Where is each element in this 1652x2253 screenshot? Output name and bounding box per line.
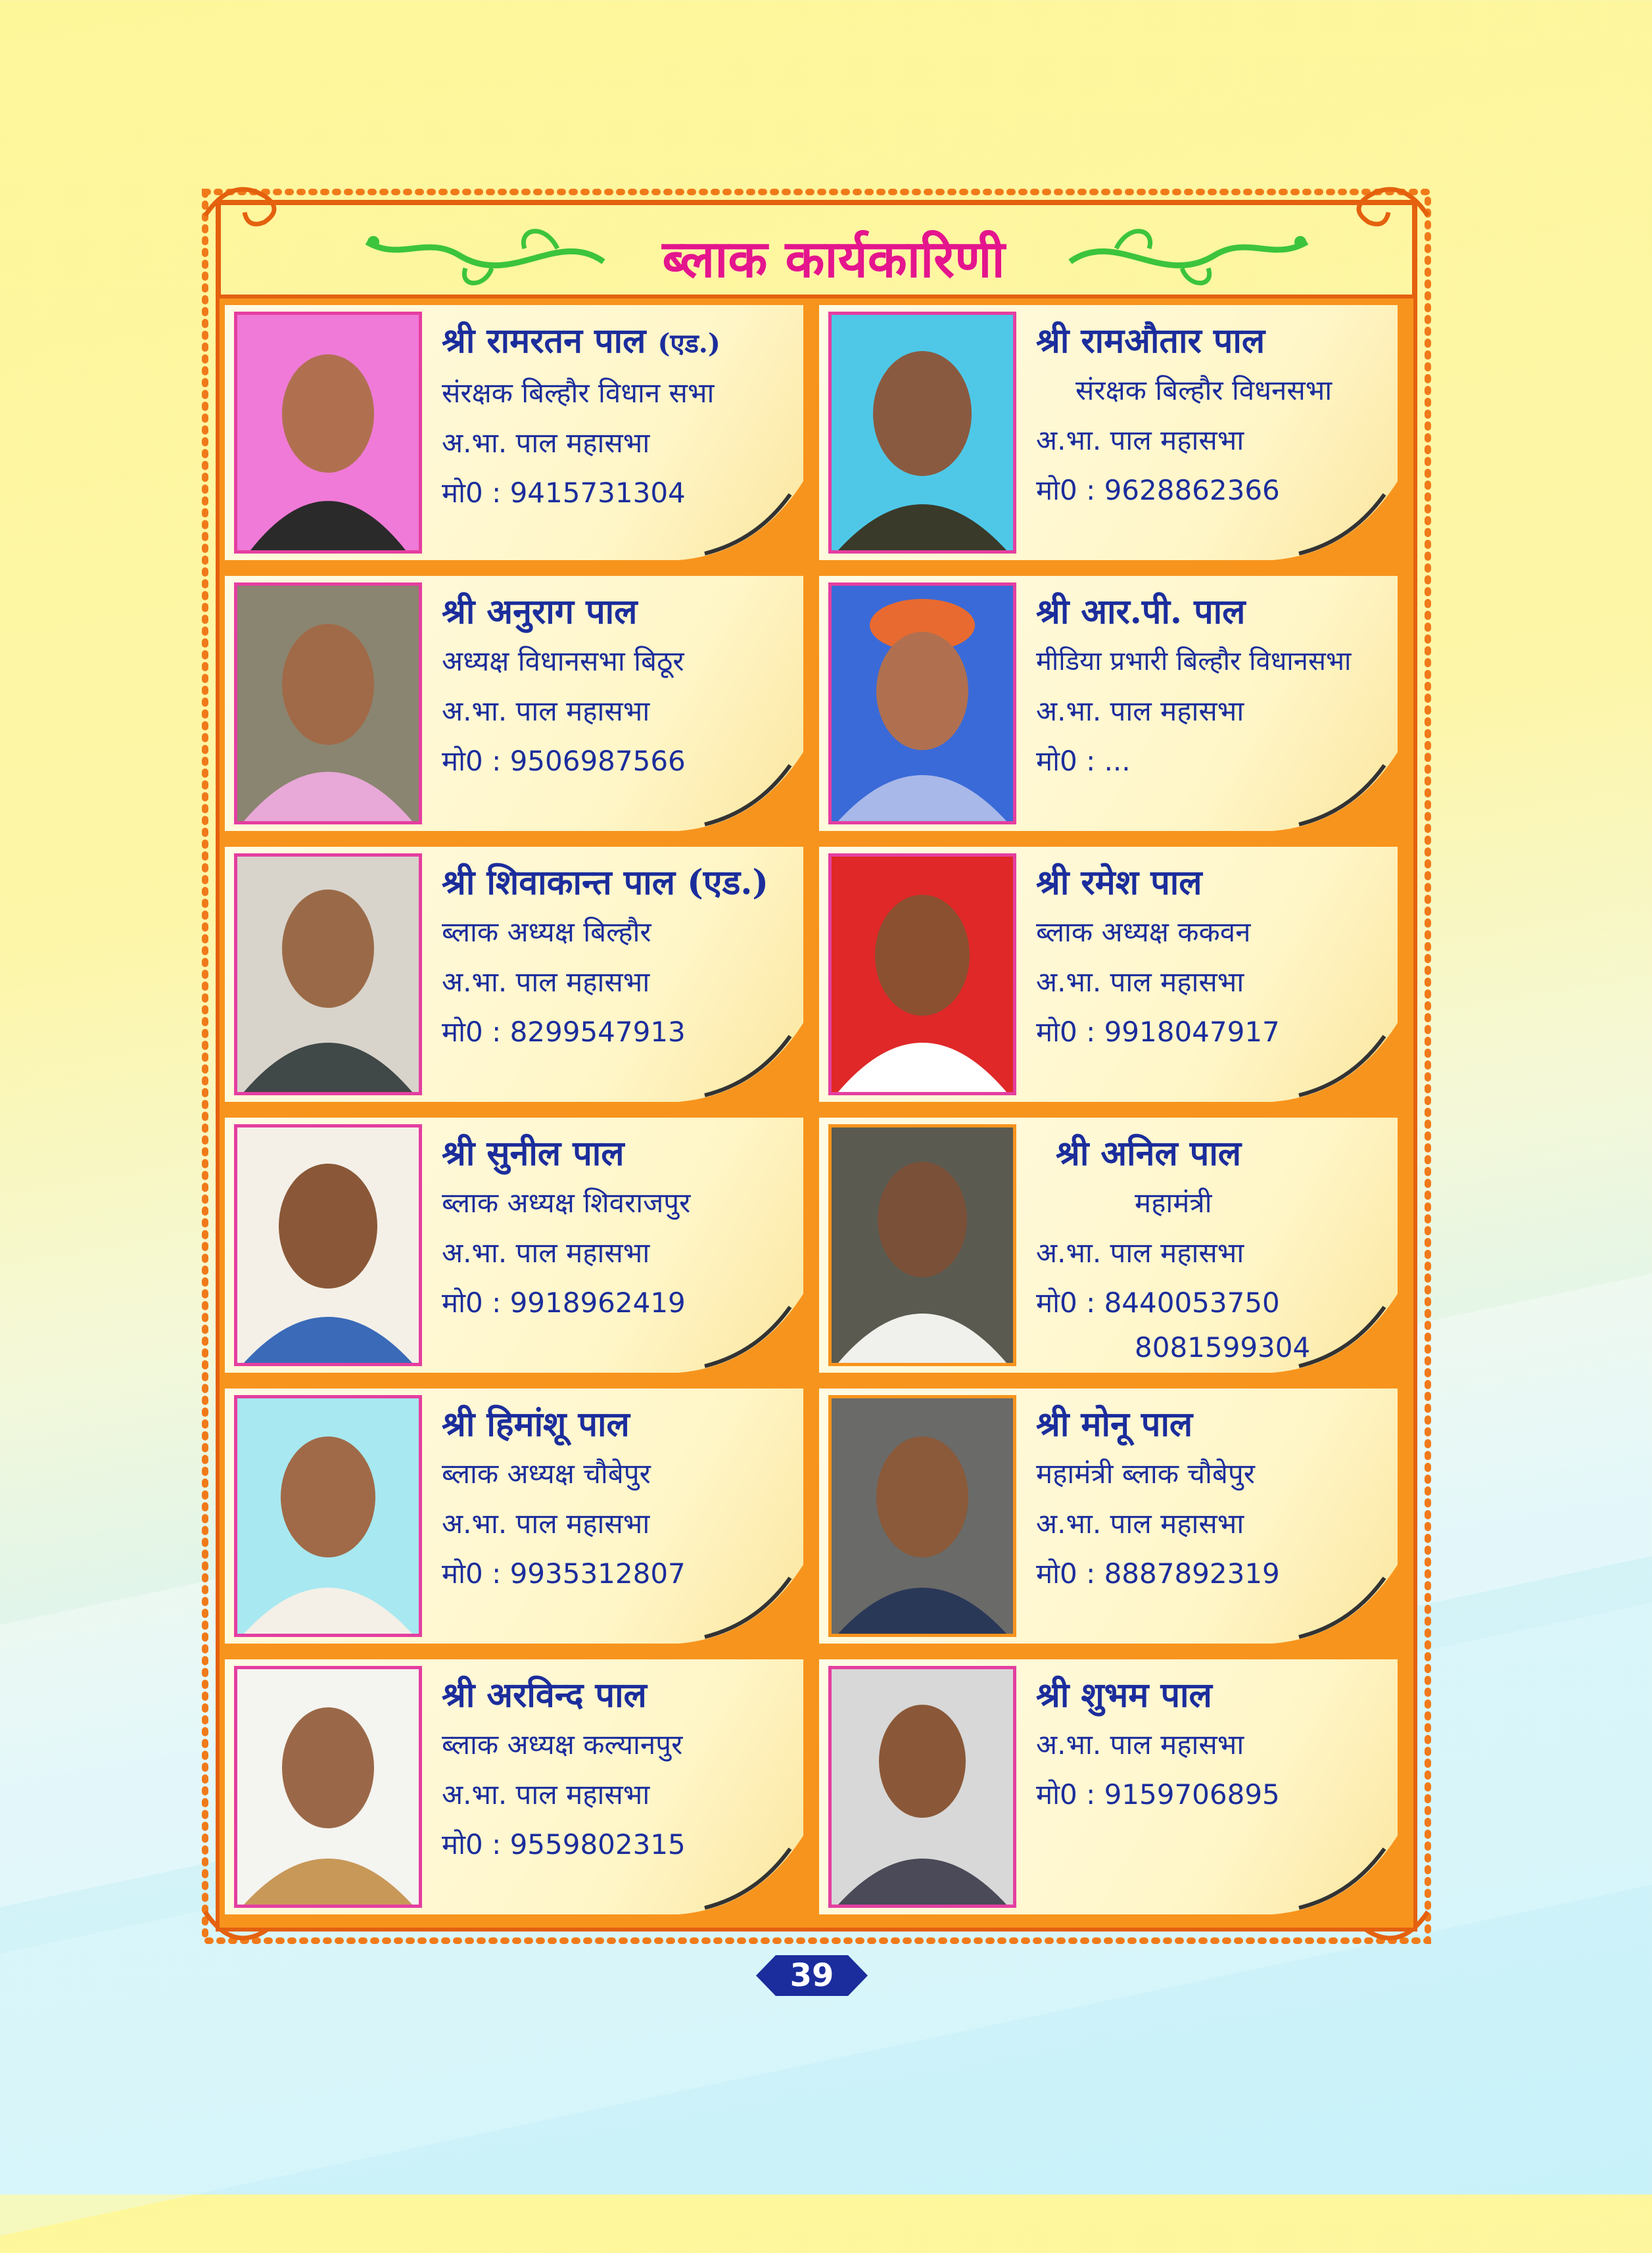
member-role: संरक्षक बिल्हौर विधान सभा (442, 377, 715, 409)
page-curl (678, 1565, 803, 1644)
page-curl (678, 1294, 803, 1373)
page-curl (1273, 1023, 1398, 1102)
page-curl (1273, 1294, 1398, 1373)
member-photo (828, 1666, 1016, 1908)
member-name: श्री आर.पी. पाल (1036, 592, 1246, 632)
member-photo (234, 312, 422, 554)
member-name: श्री सुनील पाल (442, 1133, 625, 1174)
member-role: ब्लाक अध्यक्ष चौबेपुर (442, 1458, 651, 1490)
page-curl (1273, 1565, 1398, 1644)
member-name: श्री रामऔतार पाल (1036, 321, 1265, 361)
member-org: अ.भा. पाल महासभा (1036, 1507, 1244, 1540)
member-mobile: मो0 : 9918047917 (1036, 1016, 1280, 1048)
member-name: श्री मोनू पाल (1036, 1404, 1193, 1444)
member-photo (828, 853, 1016, 1095)
member-photo (234, 1395, 422, 1637)
member-role: ब्लाक अध्यक्ष ककवन (1036, 916, 1251, 948)
page-curl (1273, 481, 1398, 560)
member-card (819, 847, 1398, 1102)
left-vine-ornament (360, 216, 610, 288)
page-curl (1273, 752, 1398, 831)
member-org: अ.भा. पाल महासभा (1036, 1728, 1244, 1761)
member-org: अ.भा. पाल महासभा (442, 966, 650, 998)
member-photo (828, 312, 1016, 554)
member-mobile-2: 8081599304 (1135, 1331, 1311, 1364)
member-role: महामंत्री (1135, 1187, 1212, 1219)
member-name: श्री शुभम पाल (1036, 1675, 1212, 1715)
member-mobile: मो0 : 8887892319 (1036, 1557, 1280, 1590)
member-role: ब्लाक अध्यक्ष शिवराजपुर (442, 1187, 691, 1219)
member-role: ब्लाक अध्यक्ष कल्यानपुर (442, 1728, 683, 1761)
member-role: महामंत्री ब्लाक चौबेपुर (1036, 1458, 1255, 1490)
member-card (819, 1659, 1398, 1914)
page-curl (1273, 1836, 1398, 1914)
member-card (225, 305, 803, 560)
member-name: श्री रमेश पाल (1036, 863, 1202, 903)
member-card (819, 1388, 1398, 1644)
member-org: अ.भा. पाल महासभा (1036, 1237, 1244, 1269)
member-card (225, 1388, 803, 1644)
member-name: श्री रामरतन पाल (एड.) (442, 321, 720, 361)
member-mobile: मो0 : 9628862366 (1036, 474, 1280, 506)
member-photo (828, 582, 1016, 824)
member-mobile: मो0 : 8299547913 (442, 1016, 686, 1048)
page-curl (678, 752, 803, 831)
member-role: मीडिया प्रभारी बिल्हौर विधानसभा (1036, 646, 1352, 676)
member-photo (828, 1395, 1016, 1637)
member-name: श्री शिवाकान्त पाल (एड.) (442, 863, 769, 903)
header-band (216, 196, 1417, 308)
member-role: अध्यक्ष विधानसभा बिठूर (442, 645, 684, 677)
member-photo (234, 1666, 422, 1908)
member-card (225, 1659, 803, 1914)
page-number: 39 (790, 1957, 834, 1994)
member-card (819, 1118, 1398, 1373)
page-curl (678, 481, 803, 560)
page-curl (678, 1836, 803, 1914)
member-org: अ.भा. पाल महासभा (442, 1237, 650, 1269)
member-org: अ.भा. पाल महासभा (1036, 966, 1244, 998)
member-card (225, 576, 803, 831)
member-name: श्री अनिल पाल (1056, 1133, 1242, 1174)
member-mobile: मो0 : 8440053750 (1036, 1287, 1280, 1319)
member-mobile: मो0 : 9918962419 (442, 1287, 686, 1319)
page-number-badge (756, 1955, 868, 1996)
member-mobile: मो0 : 9159706895 (1036, 1778, 1280, 1811)
member-role: ब्लाक अध्यक्ष बिल्हौर (442, 916, 651, 948)
member-card (225, 847, 803, 1102)
page-frame (199, 176, 1434, 1951)
member-org: अ.भा. पाल महासभा (1036, 424, 1244, 456)
member-photo (234, 853, 422, 1095)
member-photo (828, 1124, 1016, 1366)
member-card (225, 1118, 803, 1373)
member-mobile: मो0 : ... (1036, 745, 1131, 777)
member-mobile: मो0 : 9506987566 (442, 745, 686, 777)
member-card (819, 305, 1398, 560)
member-org: अ.भा. पाल महासभा (442, 695, 650, 727)
member-mobile: मो0 : 9935312807 (442, 1557, 686, 1590)
member-org: अ.भा. पाल महासभा (442, 427, 650, 459)
member-org: अ.भा. पाल महासभा (1036, 695, 1244, 727)
member-card (819, 576, 1398, 831)
page-title: ब्लाक कार्यकारिणी (662, 229, 1005, 289)
member-name: श्री अनुराग पाल (442, 592, 638, 632)
member-role: संरक्षक बिल्हौर विधनसभा (1075, 374, 1333, 406)
member-photo (234, 582, 422, 824)
member-org: अ.भा. पाल महासभा (442, 1778, 650, 1811)
member-name: श्री हिमांशू पाल (442, 1404, 630, 1444)
member-org: अ.भा. पाल महासभा (442, 1507, 650, 1540)
page-curl (678, 1023, 803, 1102)
member-photo (234, 1124, 422, 1366)
member-mobile: मो0 : 9559802315 (442, 1828, 686, 1861)
member-mobile: मो0 : 9415731304 (442, 477, 686, 509)
right-vine-ornament (1064, 216, 1313, 288)
member-name: श्री अरविन्द पाल (442, 1675, 647, 1715)
